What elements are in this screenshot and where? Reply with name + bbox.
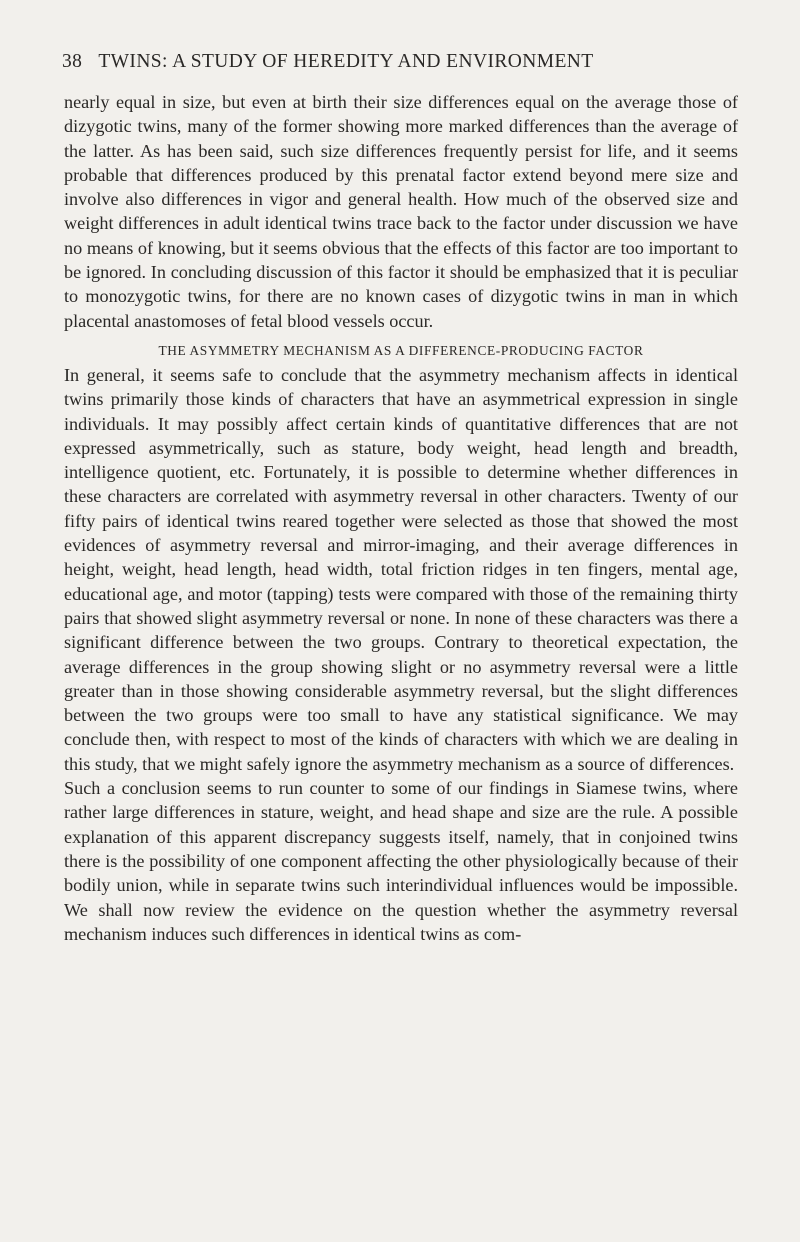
section-heading: THE ASYMMETRY MECHANISM AS A DIFFERENCE-PRODUCING FACTOR <box>158 342 644 358</box>
running-title: TWINS: A STUDY OF HEREDITY AND ENVIRONMENT <box>98 51 594 72</box>
running-header <box>62 46 738 78</box>
paragraph-1: nearly equal in size, but even at birth their size differences equal on the average those of dizygotic twins, many of the former showing more marked differences than the average of the latter. As has been said, such size differences frequently persist for life, and it seems probable that differences produced by this prenatal factor extend beyond mere size and involve also differences in vigor and general health. How much of the observed size and weight differences in adult identical twins trace back to the factor under discussion we have no means of knowing, but it seems obvious that the effects of this factor are too important to be ignored. In concluding discussion of this factor it should be emphasized that it is peculiar to monozygotic twins, for there are no known cases of dizygotic twins in man in which placental anastomoses of fetal blood vessels occur. <box>64 92 738 331</box>
book-page <box>64 46 738 946</box>
page-number: 38 <box>62 51 83 72</box>
paragraph-3: Such a conclusion seems to run counter to some of our findings in Siamese twins, where rather large differences in stature, weight, and head shape and size are the rule. A possible explanation of this apparent discrepancy suggests itself, namely, that in conjoined twins there is the possibility of one component affecting the other physiologically because of their bodily union, while in separate twins such interindividual influences would be impossible. We shall now review the evidence on the question whether the asymmetry reversal mechanism induces such differences in identical twins as com- <box>64 778 738 944</box>
paragraph-2: In general, it seems safe to conclude that the asymmetry mechanism affects in identical twins primarily those kinds of characters that have an asymmetrical expression in single individuals. It may possibly affect certain kinds of quantitative differences that are not expressed asymmetrically, such as stature, body weight, head length and breadth, intelligence quotient, etc. Fortunately, it is possible to determine whether differences in these characters are correlated with asymmetry reversal in other characters. Twenty of our fifty pairs of identical twins reared together were selected as those that showed the most evidences of asymmetry reversal and mirror-imaging, and their average differences in height, weight, head length, head width, total friction ridges in ten fingers, mental age, educational age, and motor (tapping) tests were compared with those of the remaining thirty pairs that showed slight asymmetry reversal or none. In none of these characters was there a significant difference between the two groups. Contrary to theoretical expectation, the average differences in the group showing slight or no asymmetry reversal were a little greater than in those showing considerable asymmetry reversal, but the slight differences between the two groups were too small to have any statistical significance. We may conclude then, with respect to most of the kinds of characters with which we are dealing in this study, that we might safely ignore the asymmetry mechanism as a source of differences. <box>64 364 738 774</box>
